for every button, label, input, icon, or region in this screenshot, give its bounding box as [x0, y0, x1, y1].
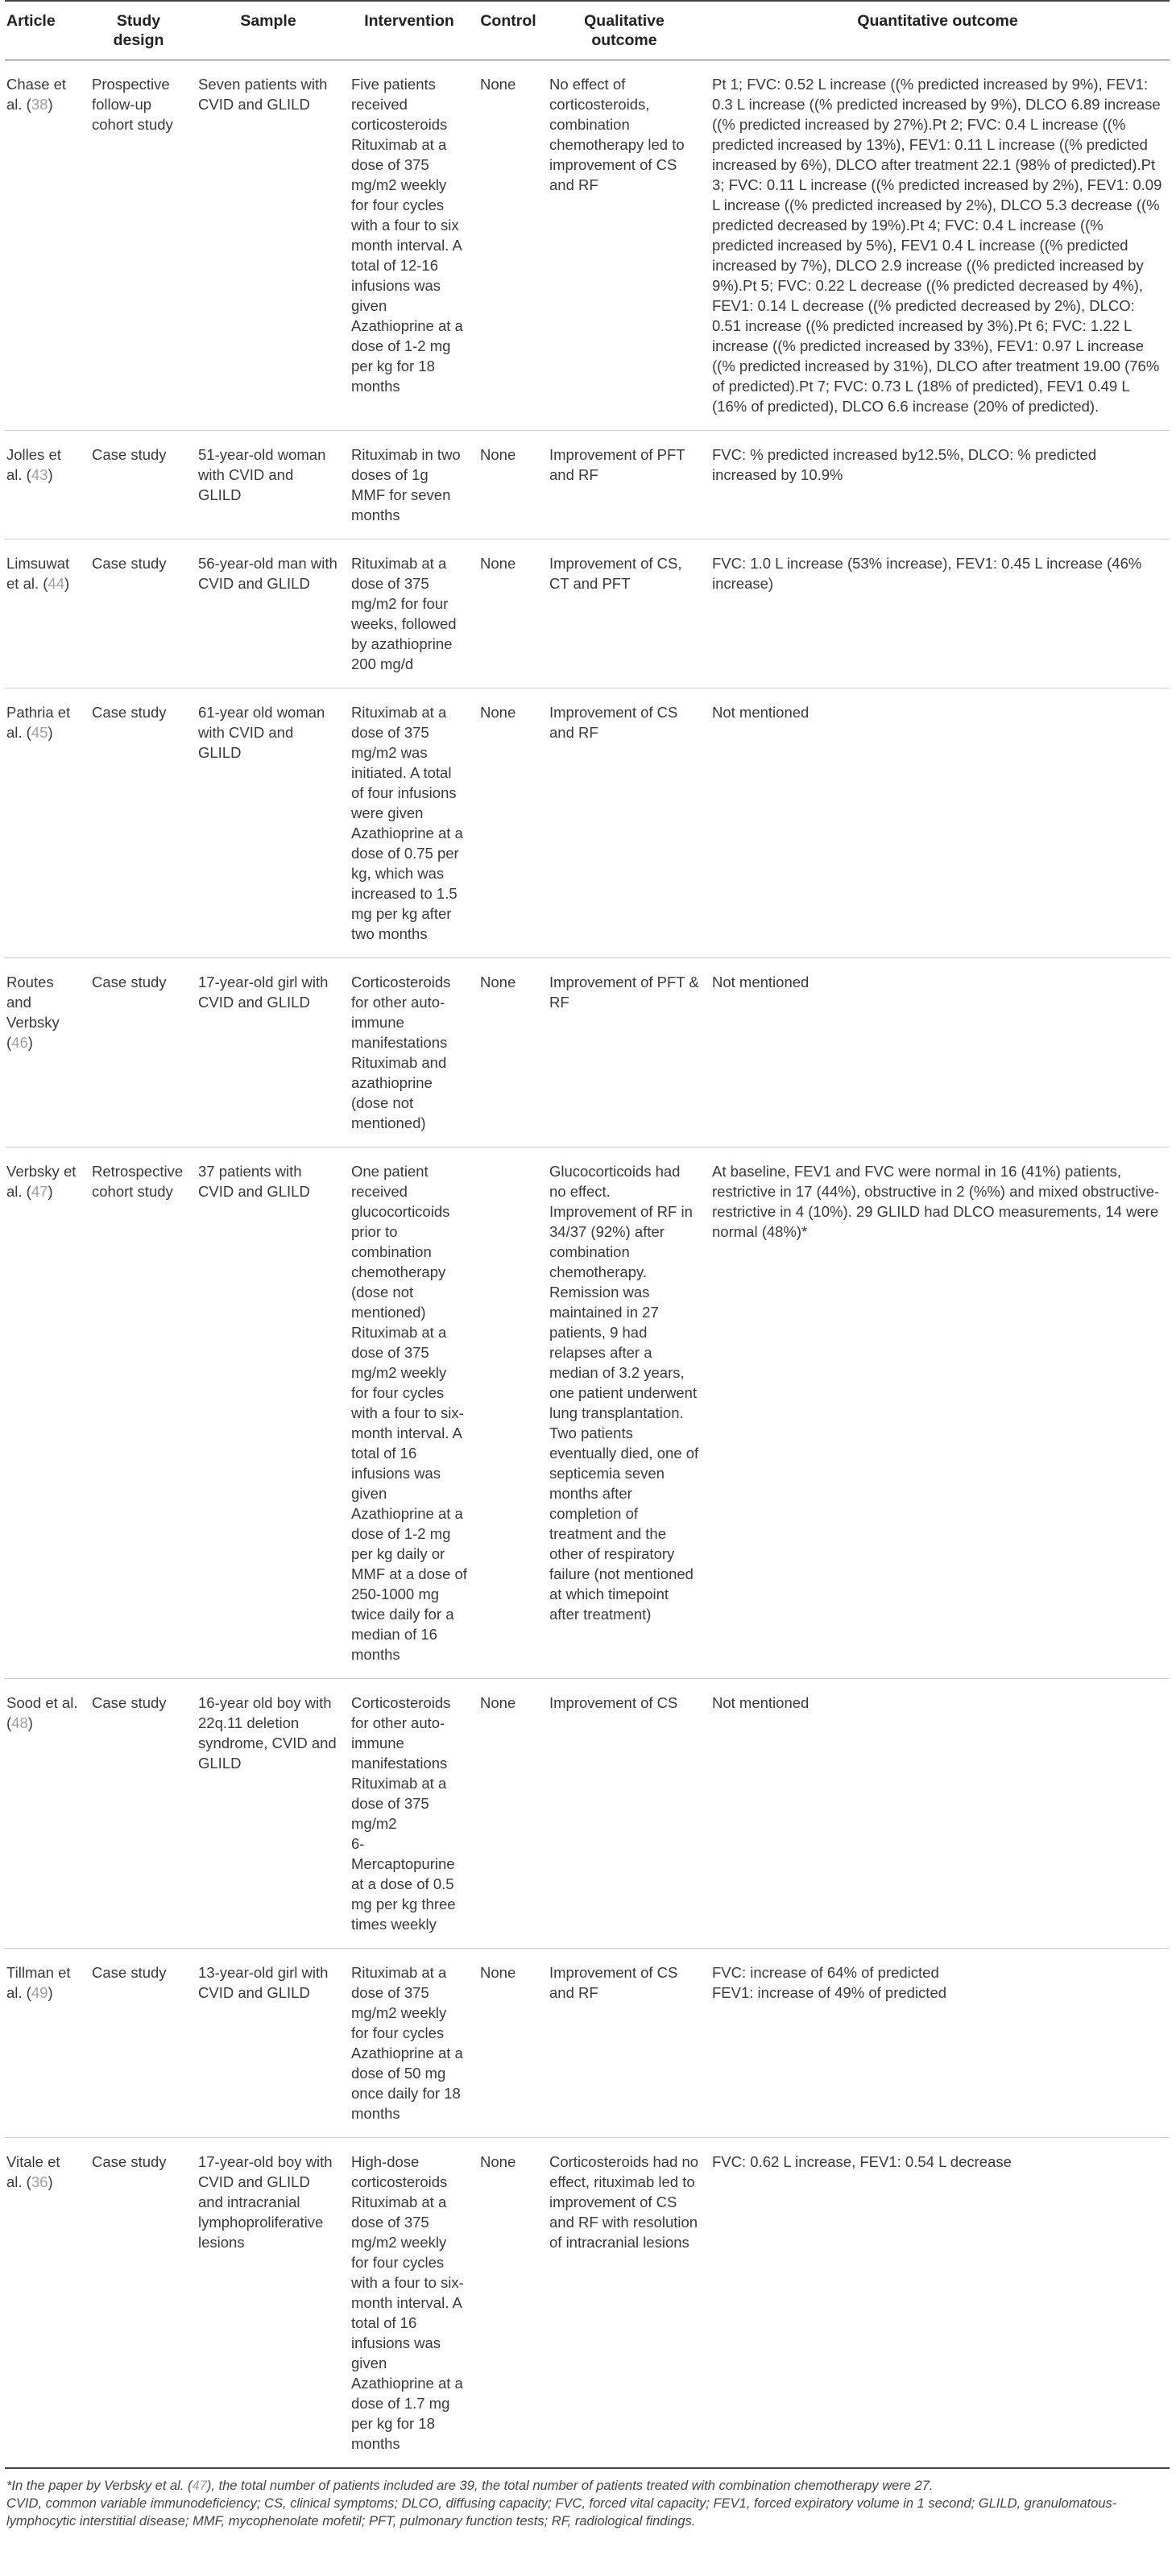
reference-link[interactable]: 38: [31, 96, 48, 113]
cell-sample: 51-year-old woman with CVID and GLILD: [192, 431, 345, 540]
cell-quantitative-outcome: Pt 1; FVC: 0.52 L increase ((% predicted increased by 9%), FEV1: 0.3 L increase ((% predicted increased by 9%), DLCO 6.89 increase ((% predicted increased by 27%).Pt 2; FVC: 0.4 L increase ((% predicted increased by 13%), FEV1: 0.11 L increase ((% predicted increased by 6%), DLCO after treatment 22.1 (98% of predicted).Pt 3; FVC: 0.11 L increase ((% predicted increased by 2%), FEV1: 0.09 L increase ((% predicted increased by 2%), DLCO 5.3 decrease ((% predicted decreased by 19%).Pt 4; FVC: 0.4 L increase ((% predicted increased by 5%), FEV1 0.4 L increase ((% predicted increased by 7%), DLCO 2.9 increase ((% predicted increased by 9%).Pt 5; FVC: 0.22 L decrease ((% predicted decreased by 4%), FEV1: 0.14 L decrease ((% predicted decreased by 2%), DLCO: 0.51 increase ((% predicted increased by 3%).Pt 6; FVC: 1.22 L increase ((% predicted increased by 33%), FEV1: 0.97 L increase ((% predicted increased by 31%), DLCO after treatment 19.00 (76% of predicted).Pt 7; FVC: 0.73 L (18% of predicted), FEV1 0.49 L (16% of predicted), DLCO 6.6 increase (20% of predicted).: [706, 60, 1170, 431]
cell-intervention: Five patients received corticosteroids Rituximab at a dose of 375 mg/m2 weekly for four cycles with a four to six month interval. A total of 12-16 infusions was given Azathioprine at a dose of 1-2 mg per kg for 18 months: [345, 60, 474, 431]
cell-study-design: Case study: [85, 1679, 192, 1949]
footnote-ref-link[interactable]: 47: [192, 2479, 207, 2493]
cell-control: None: [474, 431, 543, 540]
table-footnotes: [5, 2469, 1170, 2530]
cell-intervention: Corticosteroids for other auto-immune manifestations Rituximab and azathioprine (dose not mentioned): [345, 958, 474, 1147]
cell-article: Routes and Verbsky (46): [5, 958, 85, 1147]
cell-article: Tillman et al. (49): [5, 1949, 85, 2138]
cell-control: None: [474, 1949, 543, 2138]
cell-qualitative-outcome: Corticosteroids had no effect, rituximab led to improvement of CS and RF with resolution of intracranial lesions: [543, 2138, 706, 2469]
cell-intervention: Rituximab in two doses of 1g MMF for seven months: [345, 431, 474, 540]
cell-sample: 17-year-old boy with CVID and GLILD and intracranial lymphoproliferative lesions: [192, 2138, 345, 2469]
cell-article: Pathria et al. (45): [5, 688, 85, 958]
cell-control: None: [474, 2138, 543, 2469]
cell-sample: 61-year old woman with CVID and GLILD: [192, 688, 345, 958]
cell-article: Jolles et al. (43): [5, 431, 85, 540]
cell-sample: Seven patients with CVID and GLILD: [192, 60, 345, 431]
cell-sample: 17-year-old girl with CVID and GLILD: [192, 958, 345, 1147]
cell-intervention: Corticosteroids for other auto-immune manifestations Rituximab at a dose of 375 mg/m2 6-Mercaptopurine at a dose of 0.5 mg per kg three times weekly: [345, 1679, 474, 1949]
cell-quantitative-outcome: FVC: increase of 64% of predicted FEV1: increase of 49% of predicted: [706, 1949, 1170, 2138]
reference-link[interactable]: 49: [31, 1984, 48, 2001]
cell-intervention: High-dose corticosteroids Rituximab at a dose of 375 mg/m2 weekly for four cycles with a four to six-month interval. A total of 16 infusions was given Azathioprine at a dose of 1.7 mg per kg for 18 months: [345, 2138, 474, 2469]
cell-control: [474, 1147, 543, 1679]
cell-control: None: [474, 958, 543, 1147]
cell-article: Limsuwat et al. (44): [5, 540, 85, 688]
header-study-design: Study design: [85, 1, 192, 60]
cell-study-design: Case study: [85, 688, 192, 958]
table-row: [5, 60, 1170, 431]
cell-intervention: Rituximab at a dose of 375 mg/m2 weekly for four cycles Azathioprine at a dose of 50 mg once daily for 18 months: [345, 1949, 474, 2138]
cell-qualitative-outcome: Improvement of CS and RF: [543, 688, 706, 958]
table-body: [5, 60, 1170, 2469]
article-name: Vitale et al.: [6, 2153, 60, 2190]
footnote-verbsky: *In the paper by Verbsky et al. (47), the total number of patients included are 39, the total number of patients treated with combination chemotherapy were 27.: [6, 2479, 934, 2493]
article-name: Pathria et al.: [6, 704, 71, 741]
header-control: Control: [474, 1, 543, 60]
table-row: [5, 958, 1170, 1147]
cell-qualitative-outcome: Improvement of CS, CT and PFT: [543, 540, 706, 688]
table-row: [5, 431, 1170, 540]
reference-link[interactable]: 44: [48, 575, 64, 592]
cell-control: None: [474, 540, 543, 688]
cell-sample: 16-year old boy with 22q.11 deletion syndrome, CVID and GLILD: [192, 1679, 345, 1949]
header-intervention: Intervention: [345, 1, 474, 60]
article-name: Tillman et al.: [6, 1964, 71, 2001]
cell-quantitative-outcome: Not mentioned: [706, 958, 1170, 1147]
header-sample: Sample: [192, 1, 345, 60]
cell-intervention: Rituximab at a dose of 375 mg/m2 for four weeks, followed by azathioprine 200 mg/d: [345, 540, 474, 688]
table-row: [5, 1679, 1170, 1949]
reference-link[interactable]: 43: [31, 466, 48, 483]
cell-article: Verbsky et al. (47): [5, 1147, 85, 1679]
cell-qualitative-outcome: Improvement of PFT and RF: [543, 431, 706, 540]
article-name: Chase et al.: [6, 76, 67, 113]
reference-link[interactable]: 47: [31, 1183, 48, 1200]
cell-study-design: Case study: [85, 1949, 192, 2138]
cell-article: Sood et al. (48): [5, 1679, 85, 1949]
table-row: [5, 688, 1170, 958]
cell-intervention: One patient received glucocorticoids prior to combination chemotherapy (dose not mentioned) Rituximab at a dose of 375 mg/m2 weekly for four cycles with a four to six-month interval. A total of 16 infusions was given Azathioprine at a dose of 1-2 mg per kg daily or MMF at a dose of 250-1000 mg twice daily for a median of 16 months: [345, 1147, 474, 1679]
table-row: [5, 1147, 1170, 1679]
footnote-abbreviations: CVID, common variable immunodeficiency; CS, clinical symptoms; DLCO, diffusing capacity; FVC, forced vital capacity; FEV1, forced expiratory volume in 1 second; GLILD, granulomatous-lymphocytic interstitial disease; MMF, mycophenolate mofetil; PFT, pulmonary function tests; RF, radiological findings.: [6, 2496, 1117, 2528]
header-article: Article: [5, 1, 85, 60]
cell-qualitative-outcome: No effect of corticosteroids, combination chemotherapy led to improvement of CS and RF: [543, 60, 706, 431]
cell-intervention: Rituximab at a dose of 375 mg/m2 was initiated. A total of four infusions were given Azathioprine at a dose of 0.75 per kg, which was increased to 1.5 mg per kg after two months: [345, 688, 474, 958]
cell-study-design: Retrospective cohort study: [85, 1147, 192, 1679]
cell-quantitative-outcome: Not mentioned: [706, 1679, 1170, 1949]
reference-link[interactable]: 45: [31, 724, 48, 741]
cell-control: None: [474, 1679, 543, 1949]
reference-link[interactable]: 48: [11, 1714, 28, 1731]
article-name: Routes and Verbsky: [6, 974, 60, 1031]
cell-study-design: Case study: [85, 958, 192, 1147]
cell-study-design: Prospective follow-up cohort study: [85, 60, 192, 431]
header-qualitative-outcome: Qualitative outcome: [543, 1, 706, 60]
table-header-row: [5, 1, 1170, 60]
reference-link[interactable]: 46: [11, 1034, 28, 1051]
cell-quantitative-outcome: FVC: 1.0 L increase (53% increase), FEV1: 0.45 L increase (46% increase): [706, 540, 1170, 688]
cell-sample: 13-year-old girl with CVID and GLILD: [192, 1949, 345, 2138]
cell-quantitative-outcome: FVC: 0.62 L increase, FEV1: 0.54 L decrease: [706, 2138, 1170, 2469]
study-table: [5, 0, 1170, 2469]
cell-quantitative-outcome: At baseline, FEV1 and FVC were normal in 16 (41%) patients, restrictive in 17 (44%), obstructive in 2 (%%) and mixed obstructive-restrictive in 4 (10%). 29 GLILD had DLCO measurements, 14 were normal (48%)*: [706, 1147, 1170, 1679]
cell-article: Chase et al. (38): [5, 60, 85, 431]
article-name: Sood et al.: [6, 1694, 78, 1711]
cell-control: None: [474, 60, 543, 431]
cell-article: Vitale et al. (36): [5, 2138, 85, 2469]
table-row: [5, 540, 1170, 688]
cell-qualitative-outcome: Improvement of CS and RF: [543, 1949, 706, 2138]
cell-study-design: Case study: [85, 2138, 192, 2469]
article-name: Jolles et al.: [6, 446, 61, 483]
cell-quantitative-outcome: Not mentioned: [706, 688, 1170, 958]
cell-qualitative-outcome: Glucocorticoids had no effect. Improvement of RF in 34/37 (92%) after combination chemotherapy. Remission was maintained in 27 patients, 9 had relapses after a median of 3.2 years, one patient underwent lung transplantation. Two patients eventually died, one of septicemia seven months after completion of treatment and the other of respiratory failure (not mentioned at which timepoint after treatment): [543, 1147, 706, 1679]
table-row: [5, 2138, 1170, 2469]
cell-sample: 56-year-old man with CVID and GLILD: [192, 540, 345, 688]
cell-qualitative-outcome: Improvement of PFT & RF: [543, 958, 706, 1147]
cell-qualitative-outcome: Improvement of CS: [543, 1679, 706, 1949]
article-name: Verbsky et al.: [6, 1163, 77, 1200]
cell-study-design: Case study: [85, 431, 192, 540]
cell-control: None: [474, 688, 543, 958]
article-name: Limsuwat et al.: [6, 555, 70, 592]
table-row: [5, 1949, 1170, 2138]
cell-study-design: Case study: [85, 540, 192, 688]
cell-quantitative-outcome: FVC: % predicted increased by12.5%, DLCO: % predicted increased by 10.9%: [706, 431, 1170, 540]
cell-sample: 37 patients with CVID and GLILD: [192, 1147, 345, 1679]
header-quantitative-outcome: Quantitative outcome: [706, 1, 1170, 60]
reference-link[interactable]: 36: [31, 2173, 48, 2190]
